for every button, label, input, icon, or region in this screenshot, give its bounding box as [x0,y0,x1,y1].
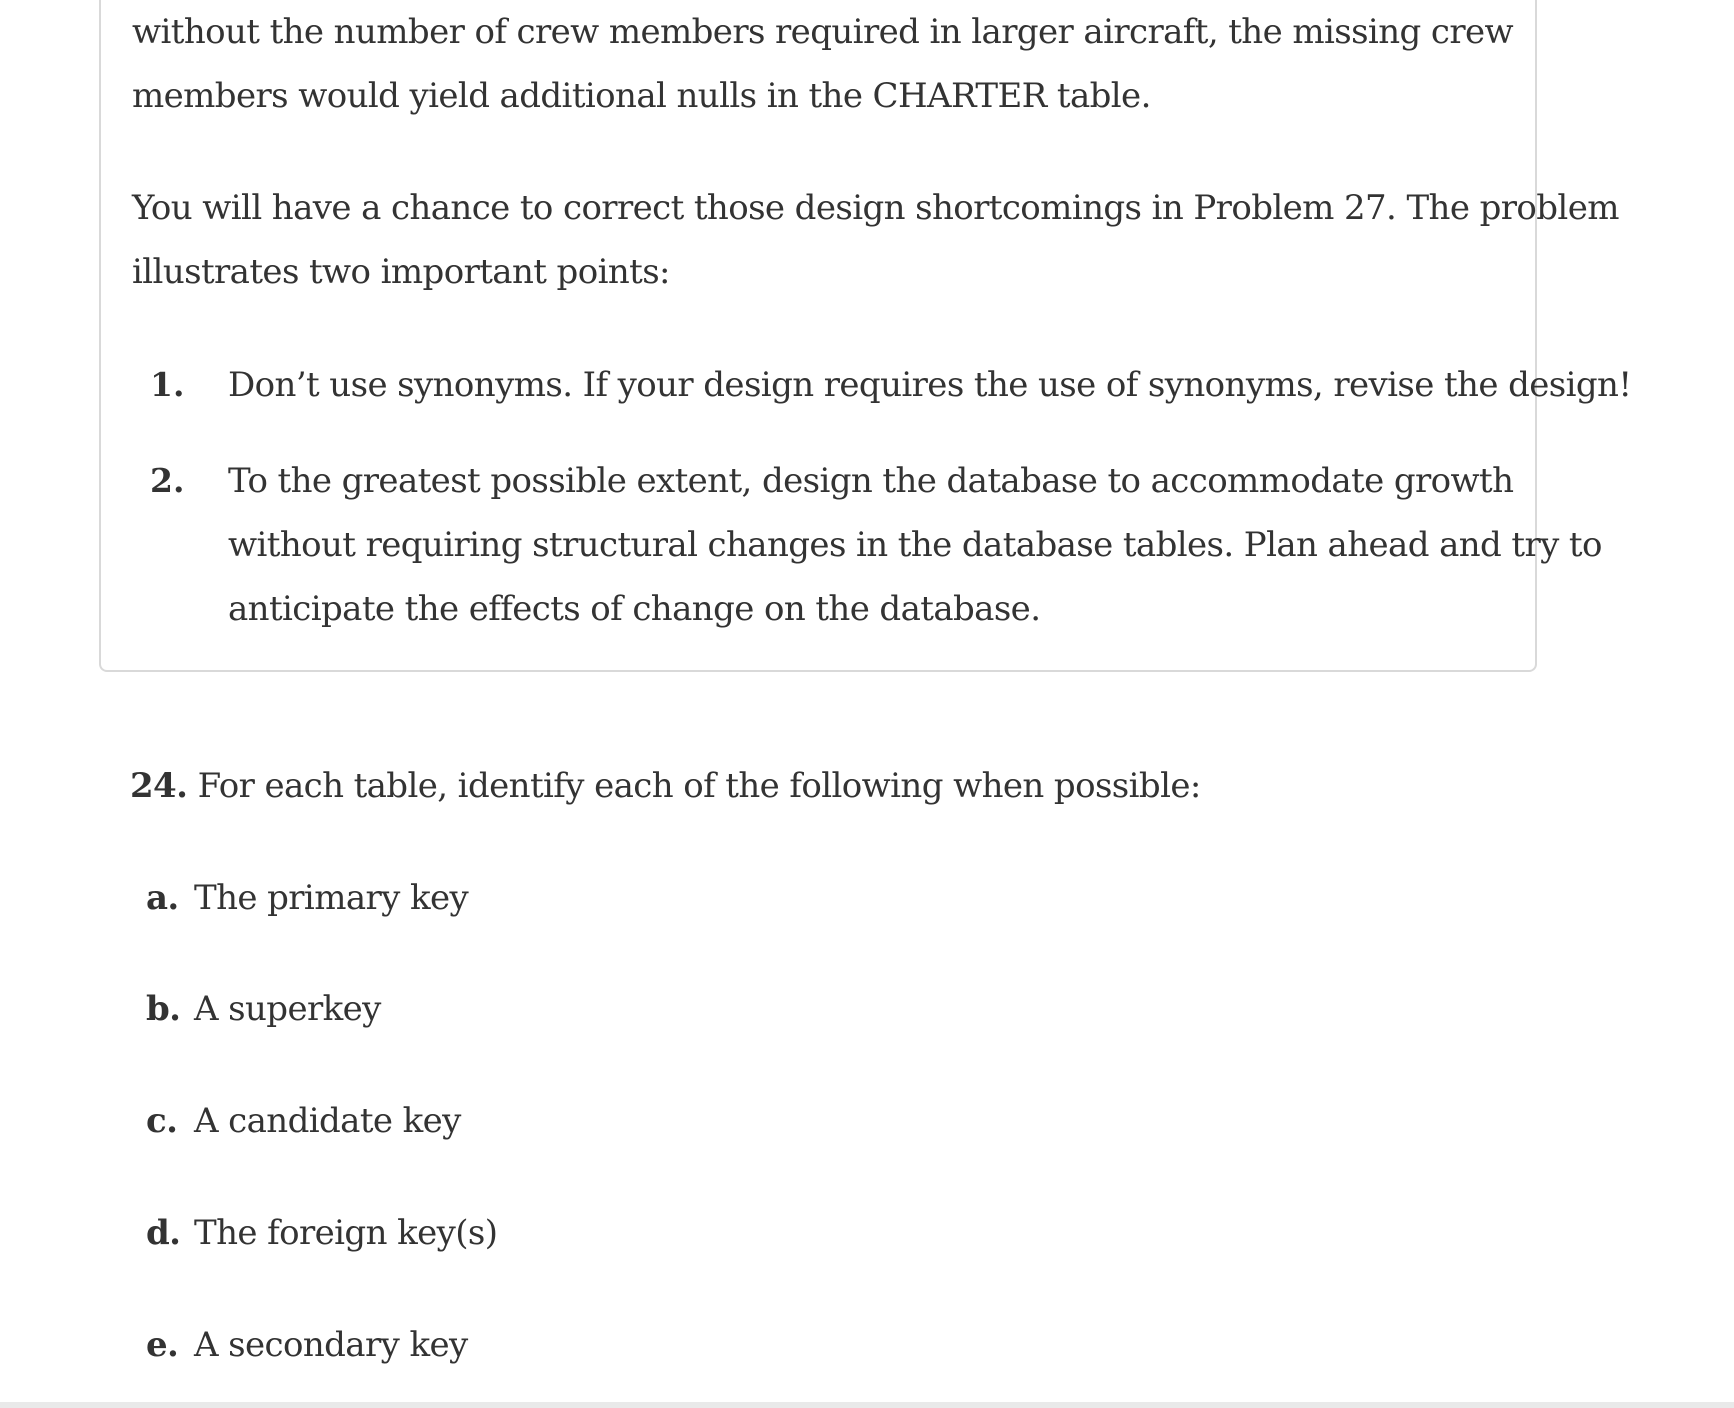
point-2-line-1: To the greatest possible extent, design the database to accommodate growth [228,461,1514,501]
note-paragraph-2-line-2: illustrates two important points: [132,252,670,292]
question-item-a [146,866,468,930]
note-paragraph-1-line-2: members would yield additional nulls in the CHARTER table. [132,76,1151,116]
question-item-d [146,1201,497,1265]
item-text-d: The foreign key(s) [194,1213,498,1253]
item-label-a: a. [146,878,179,918]
item-label-d: d. [146,1213,181,1253]
question-item-c [146,1089,461,1153]
item-label-e: e. [146,1325,179,1365]
note-paragraph-2-line-1: You will have a chance to correct those design shortcomings in Problem 27. The problem [132,188,1619,228]
point-number-1: 1. [150,365,185,404]
question-number: 24. [130,766,188,806]
note-paragraph-1-line-1: without the number of crew members required in larger aircraft, the missing crew [132,12,1513,52]
question-item-b [146,977,381,1041]
item-text-e: A secondary key [194,1325,468,1365]
question-item-e [146,1313,468,1377]
bottom-divider [0,1402,1734,1408]
question-text: For each table, identify each of the following when possible: [197,766,1201,806]
question-24 [130,754,1201,818]
item-text-c: A candidate key [194,1101,461,1141]
item-text-a: The primary key [194,878,469,918]
item-label-b: b. [146,989,181,1029]
item-label-c: c. [146,1101,178,1141]
point-2-line-3: anticipate the effects of change on the database. [228,589,1041,629]
point-2-line-2: without requiring structural changes in the database tables. Plan ahead and try to [228,525,1602,565]
item-text-b: A superkey [194,989,381,1029]
point-1-line-1: Don’t use synonyms. If your design requires the use of synonyms, revise the design! [228,365,1632,405]
point-number-2: 2. [150,461,185,500]
